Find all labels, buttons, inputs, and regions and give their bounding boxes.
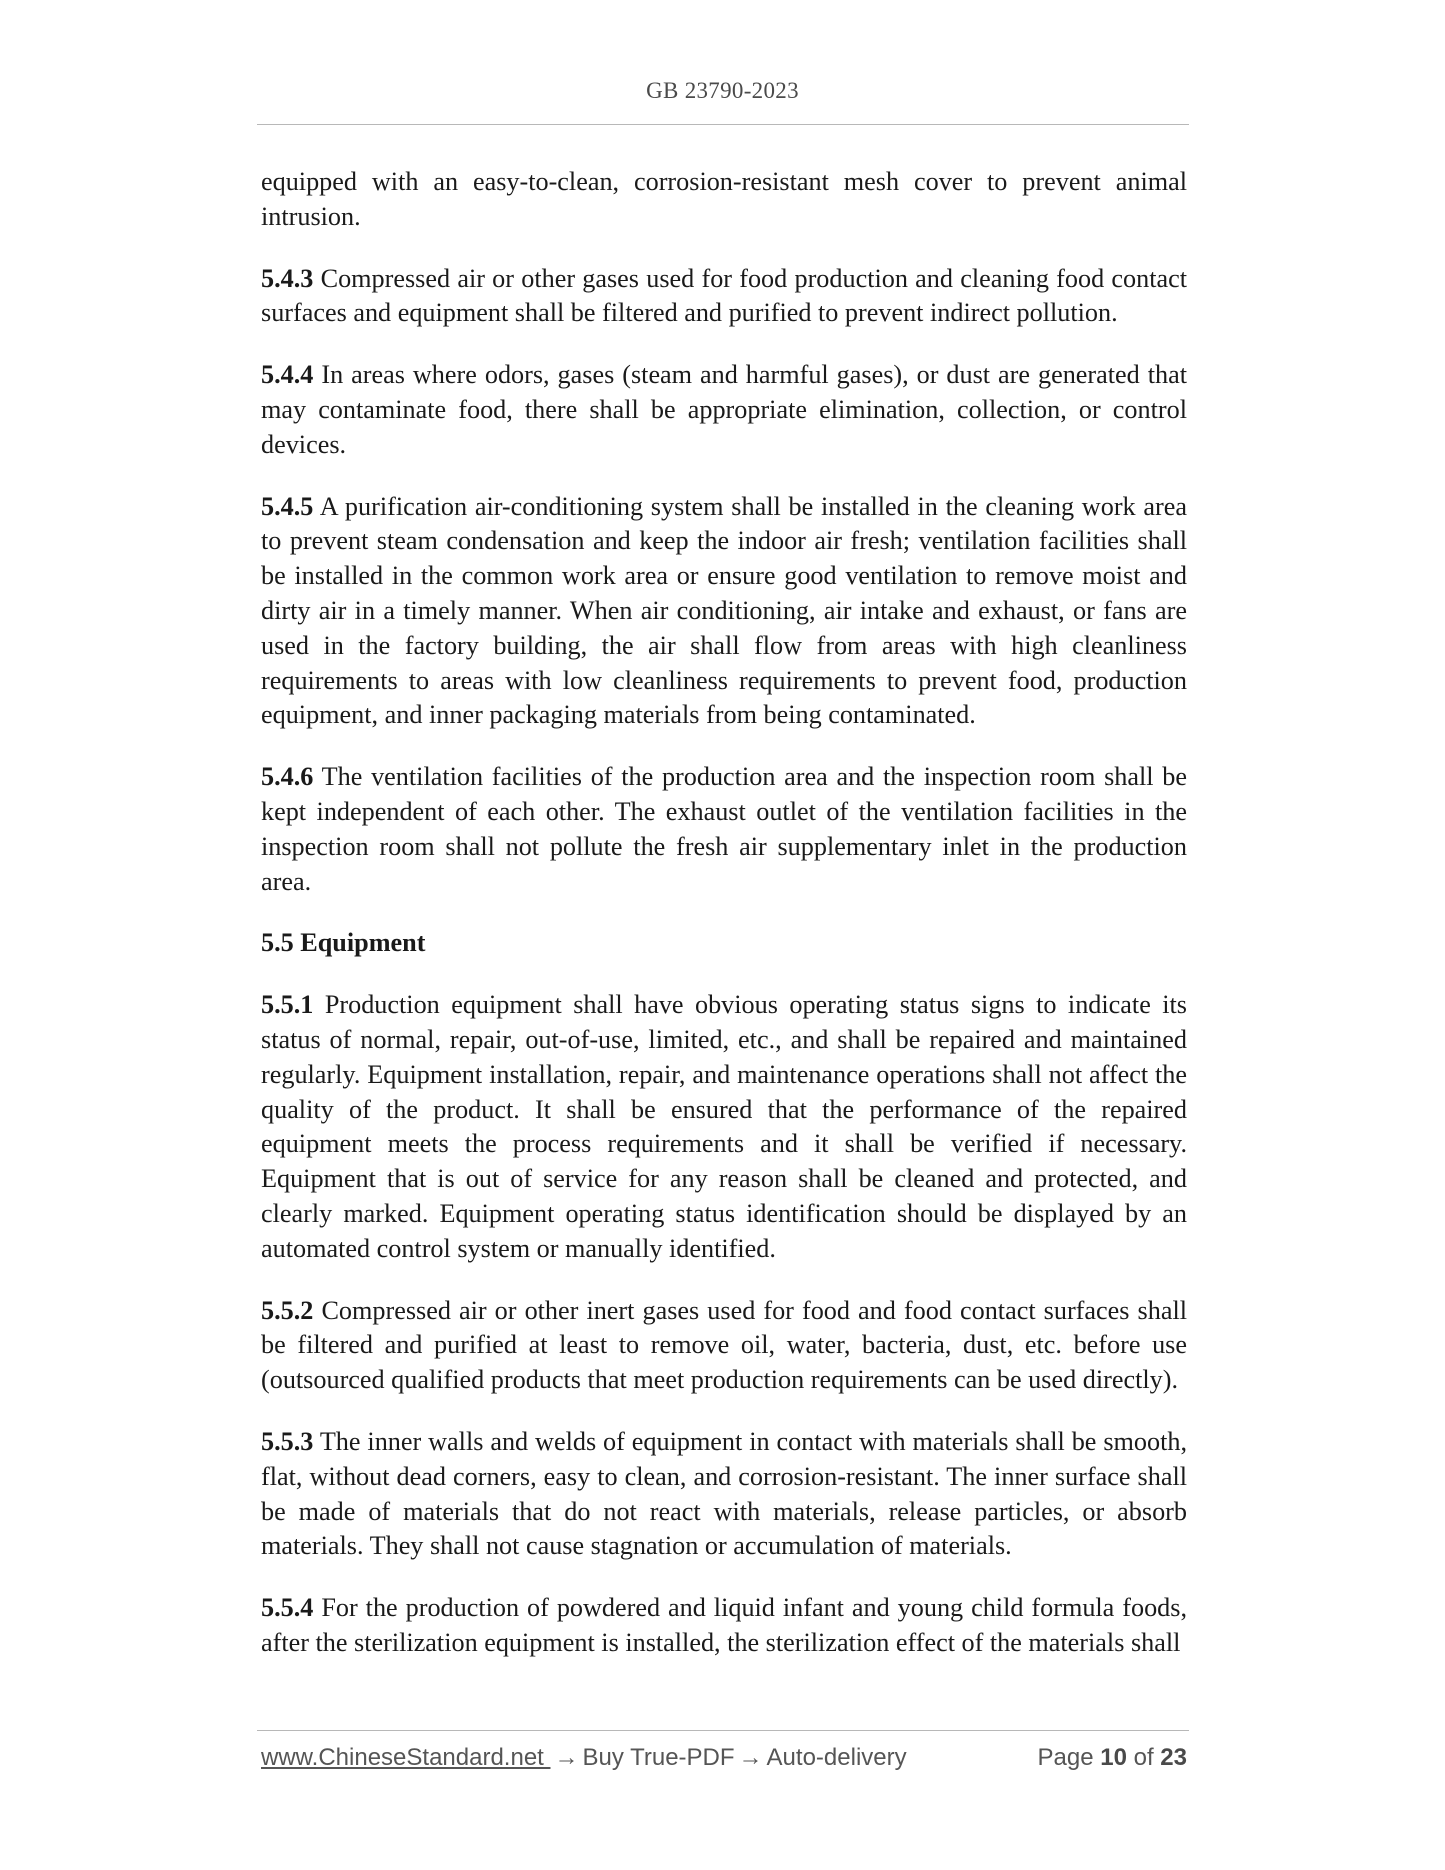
clause-number: 5.5.3 xyxy=(261,1426,314,1456)
clause-text: Compressed air or other inert gases used for food and food contact surfaces shall be filtered and purified at least to remove oil, water, bacteria, dust, etc. before use (outsourced qualified products that meet production requirements can be used directly). xyxy=(261,1295,1187,1395)
clause-number: 5.4.4 xyxy=(261,360,314,390)
page-total: 23 xyxy=(1160,1744,1187,1771)
page-label: Page xyxy=(1037,1744,1094,1771)
clause-number: 5.4.6 xyxy=(261,762,314,792)
clause-text: The inner walls and welds of equipment in contact with materials shall be smooth, flat, without dead corners, easy to clean, and corrosion-resistant. The inner surface shall be made of materials that do not react with materials, release particles, or absorb materials. They shall not cause stagnation or accumulation of materials. xyxy=(261,1426,1187,1561)
footer-promo xyxy=(261,1744,907,1772)
clause-number: 5.4.3 xyxy=(261,263,314,293)
clause-paragraph xyxy=(261,262,1187,332)
clause-number: 5.5.1 xyxy=(261,990,314,1020)
continuation-paragraph: equipped with an easy-to-clean, corrosion-resistant mesh cover to prevent animal intrusion. xyxy=(261,167,1187,231)
clause-text: Production equipment shall have obvious operating status signs to indicate its status of normal, repair, out-of-use, limited, etc., and shall be repaired and maintained regularly. Equipment installation, repair, and maintenance operations shall not affect the quality of the product. It shall be ensured that the performance of the repaired equipment meets the process requirements and it shall be verified if necessary. Equipment that is out of service for any reason shall be cleaned and protected, and clearly marked. Equipment operating status identification should be displayed by an automated control system or manually identified. xyxy=(261,990,1188,1263)
document-body xyxy=(261,165,1187,1688)
clause-paragraph xyxy=(261,358,1187,462)
clause-number: 5.4.5 xyxy=(261,491,314,521)
auto-delivery-text: Auto-delivery xyxy=(766,1744,907,1771)
clause-paragraph xyxy=(261,1591,1187,1661)
clause-text: For the production of powdered and liquid infant and young child formula foods, after the sterilization equipment is installed, the sterilization effect of the materials shall xyxy=(261,1593,1188,1657)
arrow-right-icon: → xyxy=(738,1744,763,1771)
document-header-title: GB 23790-2023 xyxy=(646,78,799,103)
clause-paragraph xyxy=(261,760,1187,899)
page-footer xyxy=(261,1744,1187,1778)
clause-number: 5.5.2 xyxy=(261,1295,314,1325)
clause-text: A purification air-conditioning system shall be installed in the cleaning work area to prevent steam condensation and keep the indoor air fresh; ventilation facilities shall be installed in the common work area or ensure good ventilation to remove moist and dirty air in a timely manner. When air conditioning, air intake and exhaust, or fans are used in the factory building, the air shall flow from areas with high cleanliness requirements to areas with low cleanliness requirements to prevent food, production equipment, and inner packaging materials from being contaminated. xyxy=(261,491,1187,730)
clause-number: 5.5.4 xyxy=(261,1593,314,1623)
footer-divider xyxy=(257,1730,1189,1731)
section-heading: 5.5 Equipment xyxy=(261,928,426,958)
clause-paragraph xyxy=(261,988,1187,1266)
website-link[interactable]: www.ChineseStandard.net xyxy=(261,1744,551,1771)
clause-paragraph xyxy=(261,1425,1187,1564)
page-number xyxy=(1038,1744,1188,1772)
clause-paragraph xyxy=(261,490,1187,734)
clause-text: In areas where odors, gases (steam and harmful gases), or dust are generated that may contaminate food, there shall be appropriate elimination, collection, or control devices. xyxy=(261,360,1188,459)
buy-true-pdf-text: Buy True-PDF xyxy=(582,1744,735,1771)
clause-text: The ventilation facilities of the production area and the inspection room shall be kept independent of each other. The exhaust outlet of the ventilation facilities in the inspection room shall not pollute the fresh air supplementary inlet in the production area. xyxy=(261,762,1187,896)
page-of-label: of xyxy=(1133,1744,1154,1771)
page-current: 10 xyxy=(1100,1744,1127,1771)
clause-paragraph xyxy=(261,1294,1187,1398)
header-divider xyxy=(257,124,1189,125)
clause-text: Compressed air or other gases used for food production and cleaning food contact surfaces and equipment shall be filtered and purified to prevent indirect pollution. xyxy=(261,263,1188,328)
arrow-right-icon: → xyxy=(554,1744,579,1771)
